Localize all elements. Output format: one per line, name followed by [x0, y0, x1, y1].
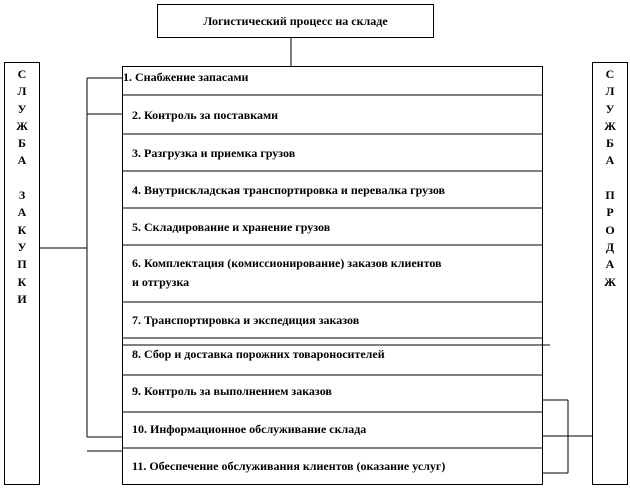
letter: А	[605, 257, 615, 272]
letter: З	[18, 188, 26, 203]
letter: И	[17, 291, 27, 306]
step-8: 8. Сбор и доставка порожних товароносителей	[132, 347, 385, 361]
letter: А	[17, 153, 27, 168]
letter: Ж	[16, 118, 28, 133]
letter: П	[17, 257, 27, 272]
letter: А	[17, 205, 27, 220]
sales-service-column	[592, 62, 628, 485]
step-10: 10. Информационное обслуживание склада	[132, 422, 367, 436]
letter: С	[605, 67, 615, 81]
step-1: 1. Снабжение запасами	[123, 70, 249, 84]
letter: Б	[18, 136, 26, 151]
step-7: 7. Транспортировка и экспедиция заказов	[132, 313, 360, 327]
step-11: 11. Обеспечение обслуживания клиентов (оказание услуг)	[132, 459, 446, 473]
letter: Б	[606, 136, 614, 151]
letter: Ж	[604, 118, 616, 133]
letter: Д	[605, 239, 615, 254]
letter: Л	[605, 84, 615, 99]
letter: С	[17, 67, 27, 81]
letter: У	[17, 101, 27, 116]
letter: У	[17, 239, 27, 254]
letter: У	[605, 101, 615, 116]
process-title-text: Логистический процесс на складе	[203, 13, 388, 28]
letter: К	[17, 274, 27, 289]
letter: П	[605, 188, 615, 203]
procurement-service-column	[4, 62, 40, 485]
letter: Р	[606, 205, 614, 220]
letter: Л	[17, 84, 27, 99]
process-title	[157, 4, 434, 38]
step-9: 9. Контроль за выполнением заказов	[132, 384, 332, 398]
step-6-continued: и отгрузка	[132, 275, 190, 289]
letter: Ж	[604, 274, 616, 289]
step-3: 3. Разгрузка и приемка грузов	[132, 146, 296, 160]
letter: О	[605, 222, 615, 237]
step-4: 4. Внутрискладская транспортировка и перевалка грузов	[132, 183, 446, 197]
letter: К	[17, 222, 27, 237]
step-6: 6. Комплектация (комиссионирование) заказов клиентов	[132, 256, 442, 270]
step-2: 2. Контроль за поставками	[132, 108, 279, 122]
step-5: 5. Складирование и хранение грузов	[132, 220, 331, 234]
letter: А	[605, 153, 615, 168]
